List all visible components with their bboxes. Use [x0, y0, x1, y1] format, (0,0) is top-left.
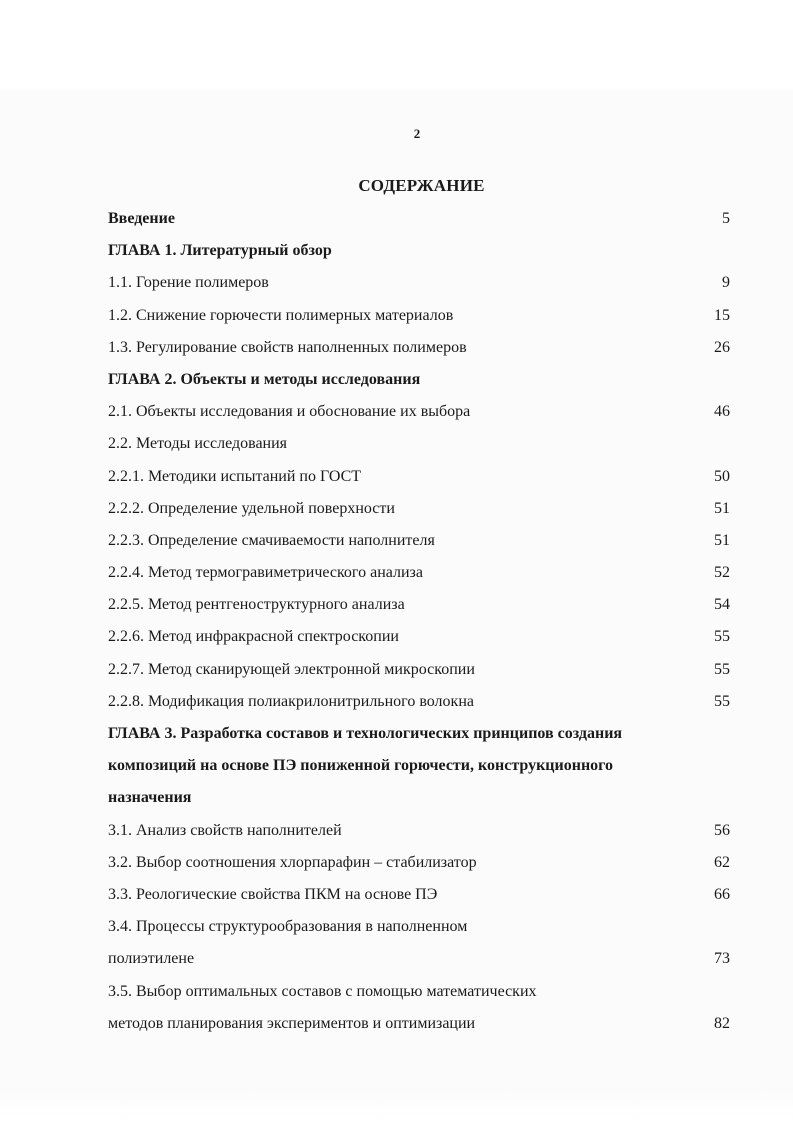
toc-entry-page: 9: [722, 274, 730, 292]
toc-entry: [108, 623, 732, 655]
toc-entry-label: 2.2.7. Метод сканирующей электронной микроскопии: [108, 660, 475, 678]
toc-entry: [108, 752, 732, 784]
toc-entry-label: 2.2.4. Метод термогравиметрического анализа: [108, 564, 423, 582]
toc-entry-label: 1.2. Снижение горючести полимерных материалов: [108, 306, 454, 324]
toc-entry-page: 50: [714, 467, 730, 485]
toc-entry-label: 3.3. Реологические свойства ПКМ на основе ПЭ: [108, 885, 438, 903]
toc-entry: [108, 1010, 732, 1042]
toc-entry-label: композиций на основе ПЭ пониженной горючести, конструкционного: [108, 757, 614, 775]
toc-entry: [108, 430, 732, 462]
toc-entry-page: 46: [714, 403, 730, 421]
toc-list: [108, 205, 732, 1042]
toc-entry-page: 55: [714, 692, 730, 710]
toc-entry-page: 55: [714, 628, 730, 646]
toc-entry: [108, 656, 732, 688]
toc-entry-label: 3.2. Выбор соотношения хлорпарафин – стабилизатор: [108, 853, 477, 871]
toc-entry-page: 26: [714, 338, 730, 356]
toc-entry: [108, 913, 732, 945]
toc-entry-page: 15: [714, 306, 730, 324]
toc-entry-label: Введение: [108, 210, 175, 227]
toc-entry: [108, 366, 732, 398]
toc-entry-label: 3.5. Выбор оптимальных составов с помощью математических: [108, 982, 537, 1000]
toc-entry-page: 51: [714, 499, 730, 517]
toc-entry: [108, 237, 732, 269]
toc-entry-page: 52: [714, 564, 730, 582]
toc-entry-page: 66: [714, 885, 730, 903]
toc-entry: [108, 302, 732, 334]
toc-entry-label: 2.2.3. Определение смачиваемости наполнителя: [108, 531, 435, 549]
toc-entry-label: 2.2.2. Определение удельной поверхности: [108, 499, 395, 517]
toc-entry-page: 73: [714, 950, 730, 968]
toc-entry: [108, 527, 732, 559]
toc-entry: [108, 559, 732, 591]
toc-entry: [108, 205, 732, 237]
toc-entry: [108, 849, 732, 881]
toc-entry-page: 51: [714, 531, 730, 549]
toc-entry-label: 2.2.6. Метод инфракрасной спектроскопии: [108, 628, 399, 646]
toc-entry-label: ГЛАВА 2. Объекты и методы исследования: [108, 370, 421, 388]
toc-entry: [108, 591, 732, 623]
toc-entry-page: 55: [714, 660, 730, 678]
toc-entry: [108, 784, 732, 816]
toc-entry-label: ГЛАВА 1. Литературный обзор: [108, 242, 332, 260]
toc-entry: [108, 688, 732, 720]
toc-entry: [108, 463, 732, 495]
toc-entry-page: 62: [714, 853, 730, 871]
toc-entry-label: 2.2.5. Метод рентгеноструктурного анализа: [108, 596, 405, 614]
toc-entry-label: методов планирования экспериментов и оптимизации: [108, 1014, 476, 1032]
toc-entry-label: 2.2. Методы исследования: [108, 435, 288, 453]
toc-entry-label: назначения: [108, 789, 192, 807]
toc-entry-page: 54: [714, 596, 730, 614]
toc-entry: [108, 720, 732, 752]
toc-title: СОДЕРЖАНИЕ: [358, 176, 485, 195]
toc-entry: [108, 881, 732, 913]
toc-entry-label: 3.4. Процессы структурообразования в наполненном: [108, 918, 468, 936]
toc-entry-label: 1.1. Горение полимеров: [108, 274, 269, 292]
toc-entry: [108, 269, 732, 301]
toc-entry-label: 2.1. Объекты исследования и обоснование их выбора: [108, 403, 471, 421]
toc-entry: [108, 945, 732, 977]
toc-entry-label: 2.2.8. Модификация полиакрилонитрильного волокна: [108, 692, 474, 710]
toc-entry-page: 5: [722, 210, 730, 227]
toc-entry-page: 82: [714, 1014, 730, 1032]
toc-entry: [108, 334, 732, 366]
page-number: 2: [413, 126, 421, 141]
toc-entry-label: 3.1. Анализ свойств наполнителей: [108, 821, 342, 839]
toc-entry-label: 2.2.1. Методики испытаний по ГОСТ: [108, 467, 362, 485]
toc-entry-label: 1.3. Регулирование свойств наполненных полимеров: [108, 338, 467, 356]
toc-entry: [108, 817, 732, 849]
toc-entry-label: ГЛАВА 3. Разработка составов и технологических принципов создания: [108, 725, 623, 742]
toc-entry: [108, 398, 732, 430]
toc-entry: [108, 978, 732, 1010]
toc-entry-label: полиэтилене: [108, 950, 195, 968]
toc-entry: [108, 495, 732, 527]
toc-entry-page: 56: [714, 821, 730, 839]
